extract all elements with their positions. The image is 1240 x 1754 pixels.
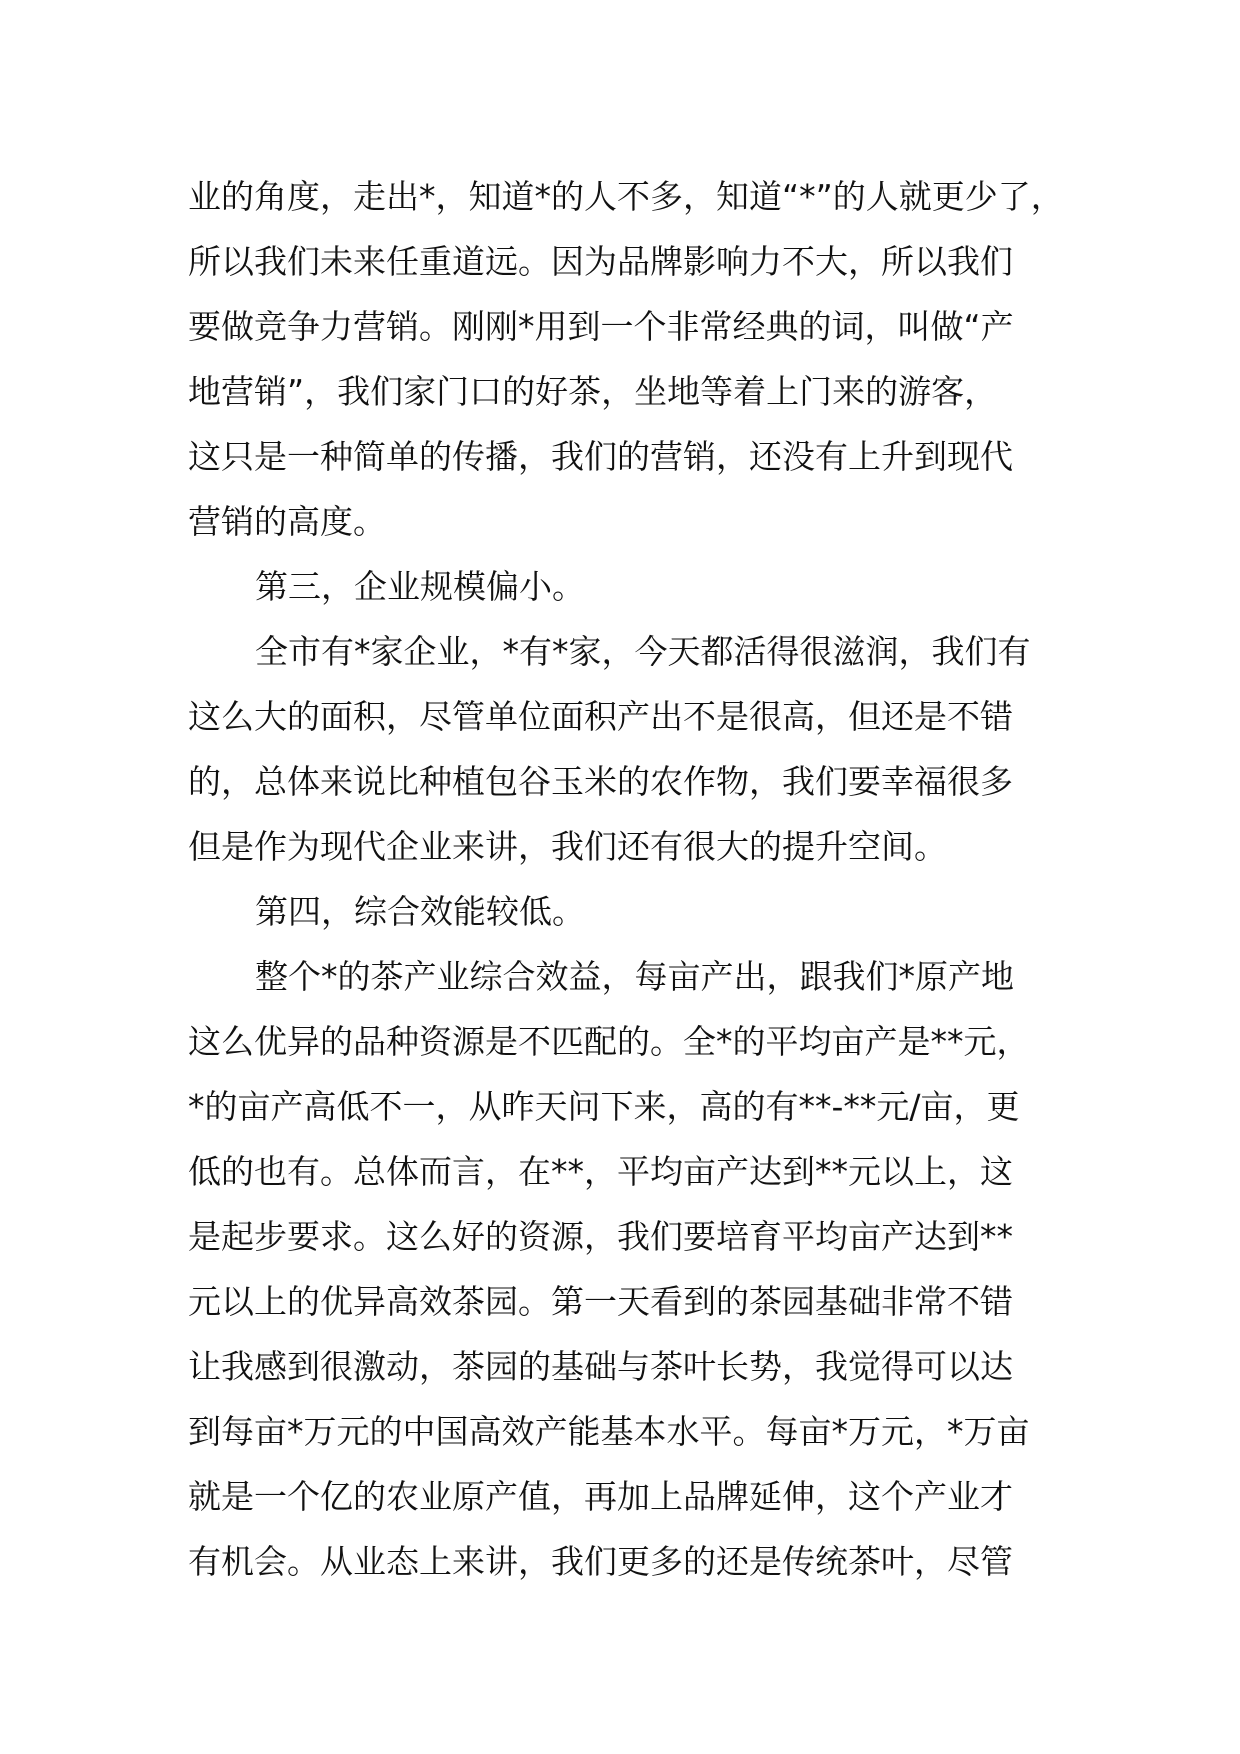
text-line: 业的角度，走出*，知道*的人不多，知道“*”的人就更少了， xyxy=(188,177,1064,216)
text-line: 让我感到很激动，茶园的基础与茶叶长势，我觉得可以达 xyxy=(188,1347,1013,1386)
section-heading: 第四，综合效能较低。 xyxy=(255,892,585,931)
text-line: 要做竞争力营销。刚刚*用到一个非常经典的词，叫做“产 xyxy=(188,307,1014,346)
text-line: 这么大的面积，尽管单位面积产出不是很高，但还是不错 xyxy=(188,697,1013,736)
text-line: 是起步要求。这么好的资源，我们要培育平均亩产达到** xyxy=(188,1217,1013,1256)
text-line: 元以上的优异高效茶园。第一天看到的茶园基础非常不错 xyxy=(188,1282,1013,1321)
text-line: 这么优异的品种资源是不匹配的。全*的平均亩产是**元， xyxy=(188,1022,1030,1061)
text-line: 但是作为现代企业来讲，我们还有很大的提升空间。 xyxy=(188,827,947,866)
text-line: 有机会。从业态上来讲，我们更多的还是传统茶叶，尽管 xyxy=(188,1542,1013,1581)
text-line: 这只是一种简单的传播，我们的营销，还没有上升到现代 xyxy=(188,437,1013,476)
text-line: 营销的高度。 xyxy=(188,502,386,541)
text-line: 全市有*家企业，*有*家，今天都活得很滋润，我们有 xyxy=(255,632,1031,671)
document-body xyxy=(188,164,1068,1594)
text-line: 所以我们未来任重道远。因为品牌影响力不大，所以我们 xyxy=(188,242,1013,281)
text-line: 就是一个亿的农业原产值，再加上品牌延伸，这个产业才 xyxy=(188,1477,1013,1516)
text-line: 整个*的茶产业综合效益，每亩产出，跟我们*原产地 xyxy=(255,957,1014,996)
section-heading: 第三，企业规模偏小。 xyxy=(255,567,585,606)
text-line: *的亩产高低不一，从昨天问下来，高的有**-**元/亩，更 xyxy=(188,1087,1020,1126)
text-line: 到每亩*万元的中国高效产能基本水平。每亩*万元，*万亩 xyxy=(188,1412,1030,1451)
text-line: 低的也有。总体而言，在**，平均亩产达到**元以上，这 xyxy=(188,1152,1013,1191)
text-line: 地营销”，我们家门口的好茶，坐地等着上门来的游客， xyxy=(188,372,998,411)
text-line: 的，总体来说比种植包谷玉米的农作物，我们要幸福很多 xyxy=(188,762,1013,801)
